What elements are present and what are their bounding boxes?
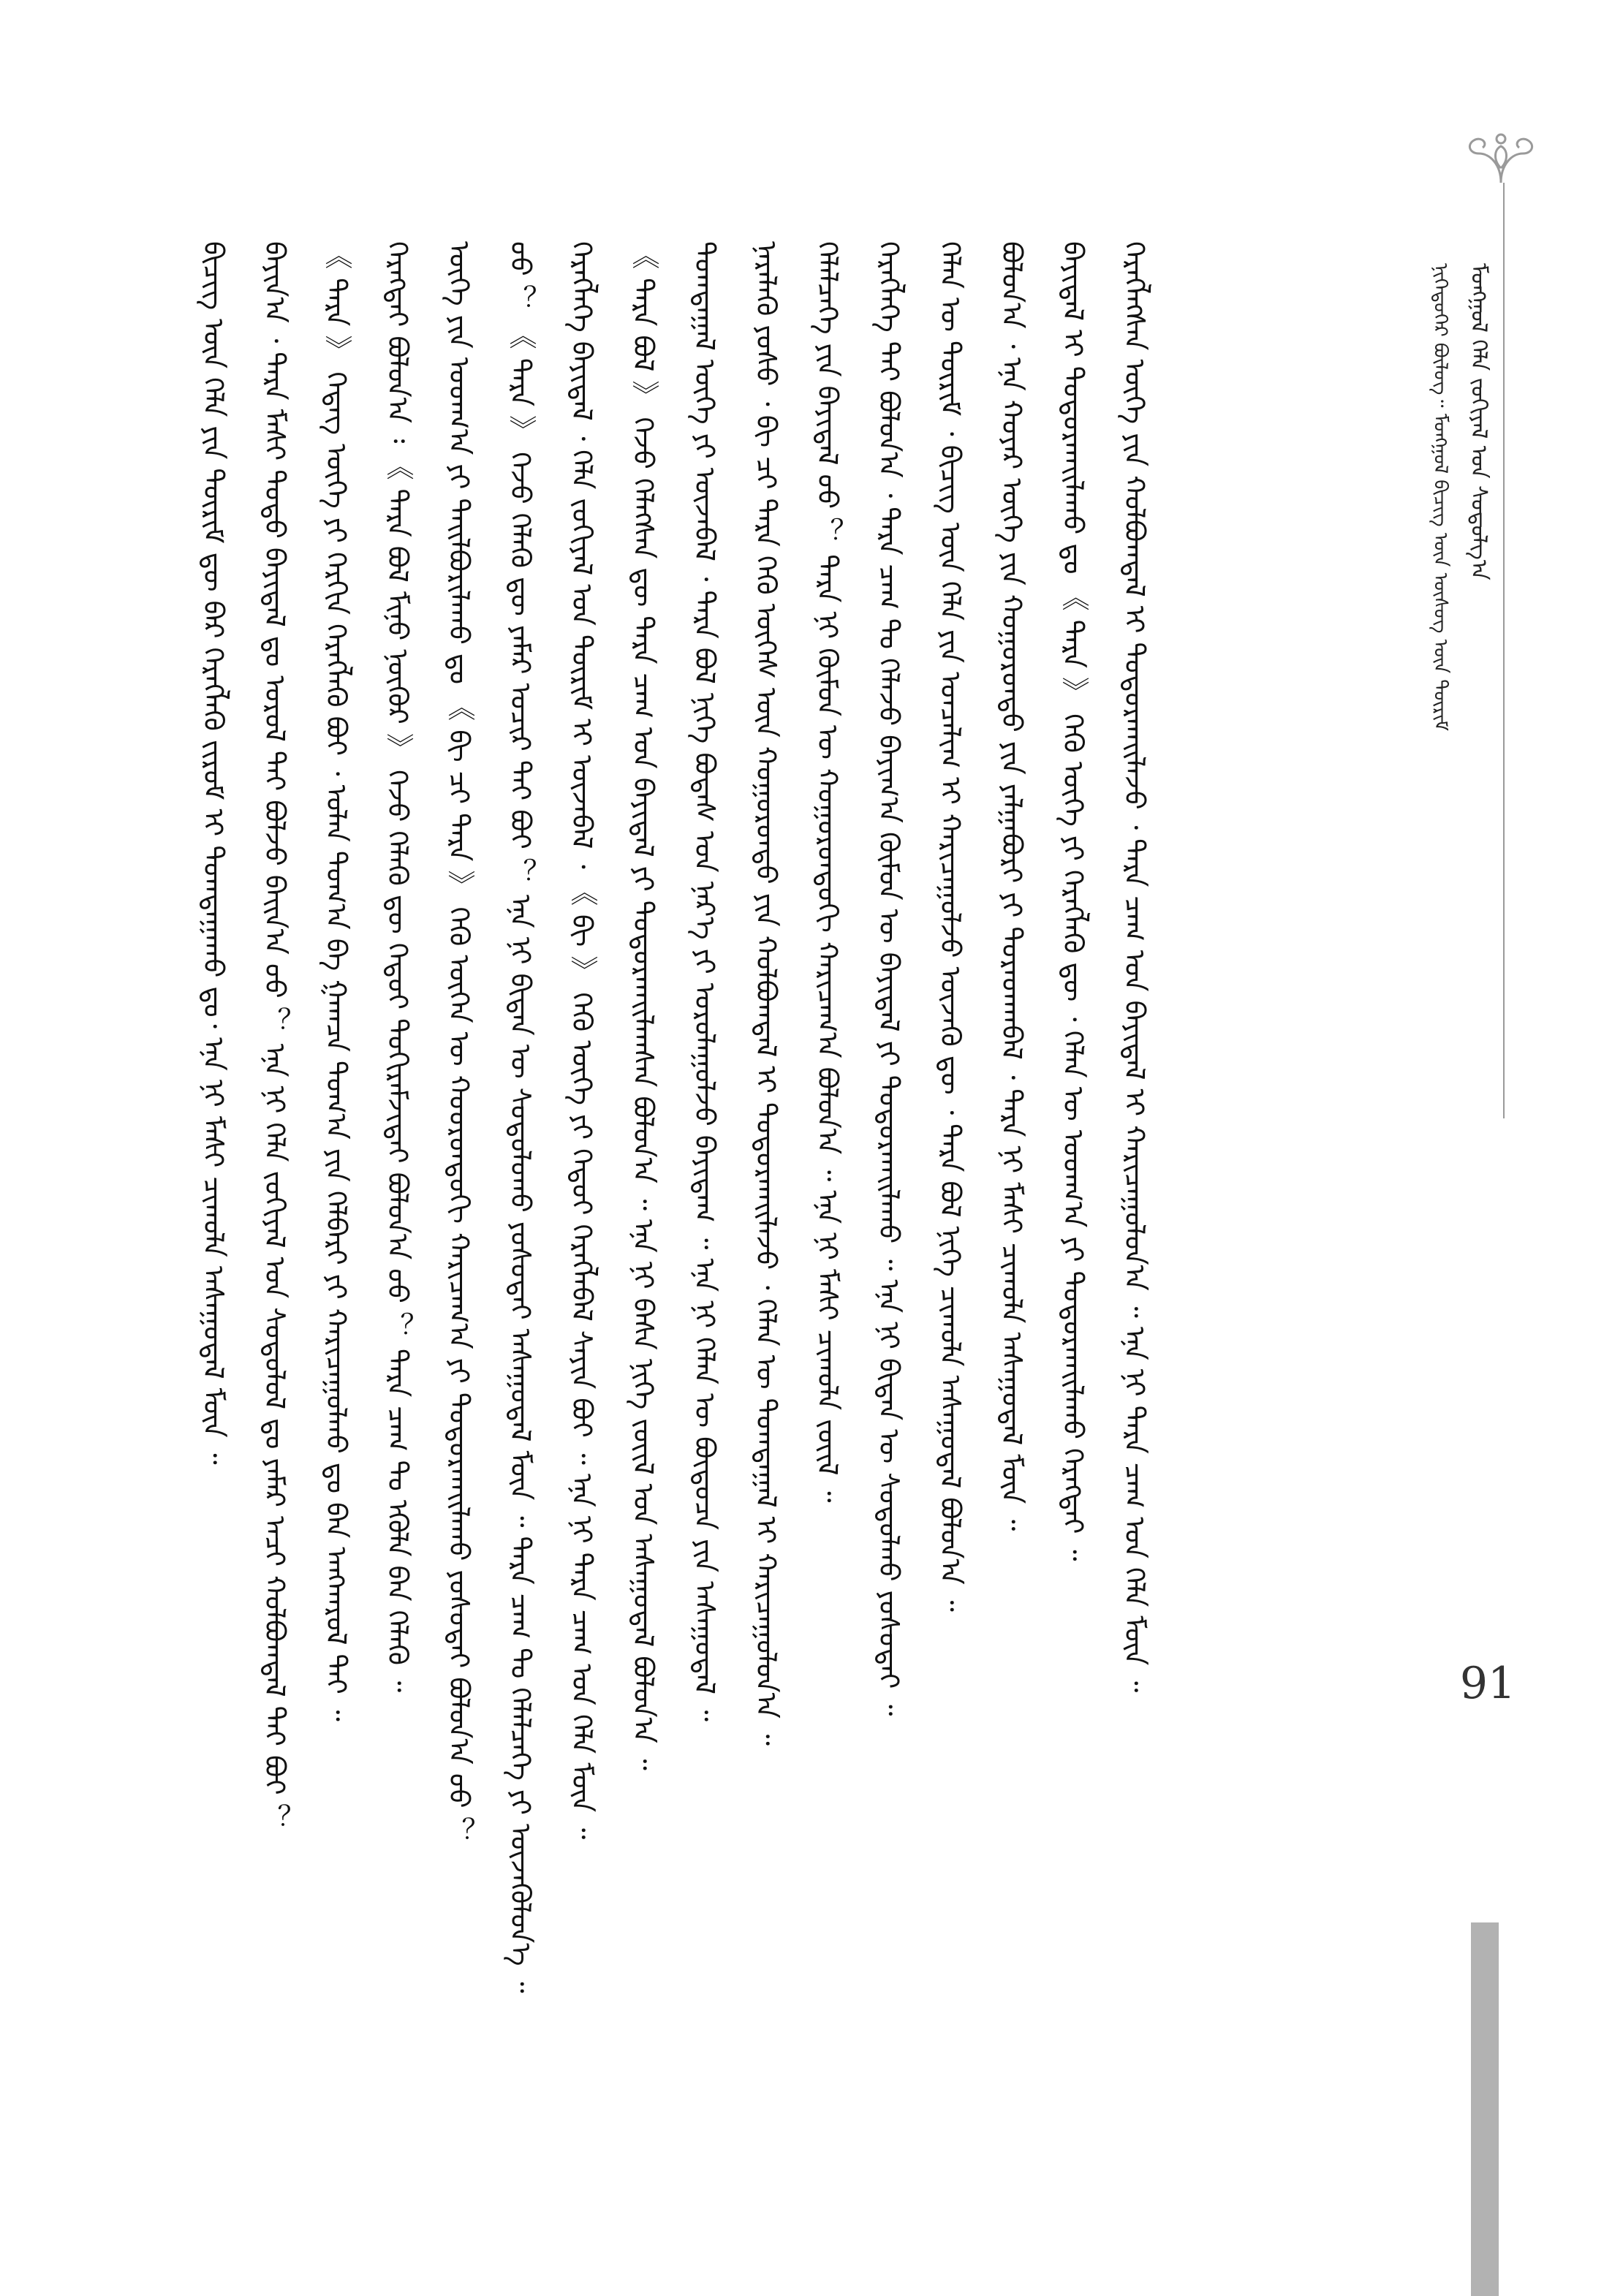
text-line: ᠪᠠᠶᠢᠳᠠᠯ ᠢ ᠲᠣᠳᠣᠷᠬᠠᠢᠯᠠᠬᠤ ᠳᠤ 《 ᠲᠡᠷᠡ 》 ᠭᠡᠬᠦ ᠦᠭᠡ ᠶᠢ ᠬᠡᠷᠡᠭᠯᠡᠬᠦ ᠳᠦ ᠂ ᠬᠡᠯᠡᠨ ᠦ ᠤᠳᠬ᠎ᠠ ᠶᠢ ᠲᠣᠳᠣᠷᠬᠠᠢᠯᠠᠬᠤ ᠬᠡᠷᠡᠭᠲᠡᠢ ᠃	[1057, 241, 1089, 1561]
body-text	[183, 241, 1418, 2186]
text-line: ᠲᠣᠭᠲᠠᠭᠠᠯ ᠦᠭᠡ ᠶᠢ ᠦᠵᠡᠪᠡᠯ ᠂ ᠲᠡᠷᠡ ᠪᠣᠯ ᠨᠢᠭᠡ ᠪᠣᠳᠠᠰ ᠤᠨ ᠨᠡᠷ᠎ᠡ ᠶᠢ ᠣᠷᠣᠯᠠᠭᠤᠯᠵᠤ ᠪᠠᠶᠢᠳᠠᠭ ᠃ ᠡᠨᠡ ᠨᠢ ᠬᠡᠯᠡᠨ ᠦ ᠪᠦᠲᠦᠴᠡ ᠶᠢᠨ ᠠᠰᠠᠭᠤᠳᠠᠯ ᠃	[689, 241, 721, 1721]
running-header-title: ᠮᠣᠩᠭᠣᠯ ᠬᠡᠯᠡ ᠵᠣᠬᠢᠶᠠᠯ ᠤᠨ ᠰᠤᠳᠤᠯᠭ᠎ᠠ	[1466, 263, 1491, 580]
text-line: 《 ᠲᠡᠷᠡ ᠪᠣᠯ 》 ᠬᠡᠵᠦ ᠬᠡᠯᠡᠭᠰᠡᠨ ᠳᠦ ᠲᠡᠷᠡ ᠴᠠᠭ ᠤᠨ ᠪᠠᠶᠢᠳᠠᠯ ᠶᠢ ᠲᠣᠳᠣᠷᠬᠠᠢᠯᠠᠭᠰᠠᠨ ᠪᠣᠯᠤᠨ᠎ᠠ ᠃ ᠡᠨᠡ ᠨᠢ ᠪᠠᠰᠠ ᠨᠢᠭᠡ ᠵᠦᠢᠯ ᠤᠨ ᠠᠰᠠᠭᠤᠳᠠᠯ ᠪᠣᠯᠤᠨ᠎ᠠ ᠃	[627, 241, 659, 1770]
text-line: ᠪᠠᠶᠢᠨ᠎ᠠ ᠂ ᠲᠡᠷᠡ ᠮᠠᠰᠢ ᠲᠣᠳᠣ ᠪᠠᠶᠢᠳᠠᠯ ᠳᠤ ᠣᠷᠣᠯ ᠲᠡᠢ ᠪᠣᠯᠵᠤ ᠪᠠᠢᠨ᠎ᠠ ᠤᠤ ？ ᠡᠨᠡ ᠨᠢ ᠬᠡᠯᠡ ᠵᠣᠬᠢᠶᠠᠯ ᠤᠨ ᠰᠤᠳᠤᠯᠤᠯ ᠳᠤ ᠶᠠᠮᠠᠷ ᠠᠴᠢ ᠬᠣᠯᠪᠣᠭᠳᠠᠯ ᠲᠠᠢ ᠪᠣᠢ ？	[259, 241, 291, 1832]
text-line: ᠬᠡᠷᠡᠭᠯᠡᠭᠰᠡᠨ ᠦᠭᠡ ᠶᠢᠨ ᠬᠣᠯᠪᠣᠭᠳᠠᠯ ᠢ ᠲᠣᠳᠣᠷᠬᠠᠢᠯᠠᠵᠤ ᠂ ᠲᠡᠷᠡ ᠴᠠᠭ ᠤᠨ ᠪᠠᠶᠢᠳᠠᠯ ᠢ ᠬᠠᠷᠢᠴᠠᠭᠤᠯᠤᠨ᠎ᠠ ᠃ ᠡᠨᠡ ᠨᠢ ᠲᠡᠷᠡ ᠴᠠᠭ ᠤᠨ ᠬᠡᠯᠡ ᠮᠥᠨ ᠃	[1119, 241, 1151, 1693]
text-line: ᠨᠡᠷᠡᠯᠡᠬᠦ ᠶᠣᠰᠣ ᠂ ᠪᠢ ᠴᠢ ᠲᠡᠷᠡ ᠭᠡᠬᠦ ᠦᠭᠡᠰ ᠦᠨ ᠬᠣᠭᠣᠷᠣᠨᠳᠣ ᠶᠢᠨ ᠬᠣᠯᠪᠣᠭᠳᠠᠯ ᠢ ᠲᠣᠳᠣᠷᠬᠠᠢᠯᠠᠵᠤ ᠂ ᠬᠡᠯᠡᠨ ᠦ ᠲᠣᠭᠲᠠᠭᠠᠯ ᠢ ᠬᠠᠷᠢᠴᠠᠭᠤᠯᠤᠨ᠎ᠠ ᠃	[750, 241, 782, 1746]
ornament-icon	[1461, 124, 1541, 190]
text-line: ᠬᠡᠯᠡᠨ ᠦ ᠳᠦᠷᠢᠮ ᠂ ᠪᠢᠴᠢᠭ ᠦᠨ ᠬᠡᠯᠡ ᠶᠢᠨ ᠤᠨᠴᠠᠯᠢᠭ ᠢ ᠬᠠᠷᠢᠴᠠᠭᠤᠯᠵᠤ ᠦᠵᠡᠬᠦ ᠳᠦ ᠂ ᠲᠡᠷᠡ ᠪᠣᠯ ᠨᠢᠭᠡ ᠴᠢᠬᠤᠯᠠ ᠠᠰᠠᠭᠤᠳᠠᠯ ᠪᠣᠯᠤᠨ᠎ᠠ ᠃	[934, 241, 966, 1612]
text-line: ᠪᠣᠯᠤᠨ᠎ᠠ ᠂ ᠡᠨᠡ ᠬᠣᠶᠠᠷ ᠦᠭᠡ ᠶᠢᠨ ᠬᠣᠭᠣᠷᠣᠨᠳᠣ ᠶᠢᠨ ᠶᠠᠯᠭᠠᠪᠣᠷᠢ ᠶᠢ ᠳᠤᠷᠠᠳᠬᠠᠪᠠᠯ ᠂ ᠲᠡᠷᠡ ᠨᠢ ᠮᠠᠰᠢ ᠴᠢᠬᠤᠯᠠ ᠠᠰᠠᠭᠤᠳᠠᠯ ᠮᠥᠨ ᠃	[996, 241, 1028, 1531]
text-line: ᠤᠤ ？ 《 ᠲᠡᠷᠡ 》 ᠬᠡᠵᠦ ᠬᠡᠯᠡᠬᠦ ᠳᠦ ᠶᠠᠮᠠᠷ ᠤᠴᠢᠷ ᠲᠠᠢ ᠪᠤᠢ ？ ᠡᠨᠡ ᠨᠢ ᠪᠢᠳᠡᠨ ᠦ ᠰᠤᠳᠤᠯᠤᠬᠤ ᠶᠣᠰᠣᠲᠠᠢ ᠠᠰᠠᠭᠤᠳᠠᠯ ᠮᠥᠨ ᠃ ᠲᠡᠷᠡ ᠴᠠᠭ ᠲᠤ ᠬᠡᠯᠡᠯᠴᠡᠭᠡ ᠶᠢ ᠦᠵᠡᠭᠦᠯᠦᠨ᠎ᠡ ᠃	[504, 241, 537, 1993]
running-header-subtitle: ᠨᠢᠭᠡᠳᠦᠭᠡᠷ ᠪᠦᠯᠦᠭ᠃ ᠮᠣᠩᠭᠣᠯ ᠪᠢᠴᠢᠭ ᠦᠨ ᠦᠰᠦᠭ ᠦᠨ ᠳᠦᠷᠢᠮ	[1429, 263, 1451, 731]
page-number: 91	[1459, 1658, 1516, 1709]
text-line: ᠪᠢᠴᠢᠭ᠌ ᠦᠨ ᠬᠡᠯᠡ ᠶᠢᠨ ᠳᠦᠷᠢᠮ ᠳᠦ ᠪᠠᠷ ᠬᠡᠷᠡᠭᠯᠡᠬᠦ ᠵᠢᠷᠤᠮ ᠢ ᠲᠣᠭᠲᠠᠭᠠᠬᠤ ᠳᠤ᠂ ᠡᠨᠡ ᠨᠢ ᠮᠠᠰᠢ ᠴᠢᠬᠤᠯᠠ ᠠᠰᠠᠭᠤᠳᠠᠯ ᠮᠥᠨ ᠃	[197, 241, 230, 1465]
text-line: ᠬᠡᠷᠡᠭᠯᠡᠭᠡ ᠪᠠᠶᠢᠳᠠᠯ ᠂ ᠬᠡᠯᠡ ᠵᠣᠬᠢᠶᠠᠯ ᠤᠨ ᠳᠦᠷᠢᠮ ᠢ ᠦᠵᠡᠪᠡᠯ ᠂ 《 ᠪᠢ 》 ᠭᠡᠬᠦ ᠦᠭᠡ ᠶᠢ ᠬᠡᠳᠦᠢ ᠬᠡᠷᠡᠭᠯᠡᠪᠡᠯ ᠰᠠᠶᠢᠨ ᠪᠤᠢ ᠃ ᠡᠨᠡ ᠨᠢ ᠲᠡᠷᠡ ᠴᠠᠭ ᠤᠨ ᠬᠡᠯᠡ ᠮᠥᠨ ᠃	[566, 241, 598, 1840]
text-line: ᠦᠭᠡ ᠶᠢᠨ ᠤᠳᠬ᠎ᠠ ᠶᠢ ᠲᠠᠢᠯᠪᠤᠷᠢᠯᠠᠬᠤ ᠳᠤ 《 ᠪᠢ ᠴᠢ ᠲᠡᠷᠡ 》 ᠭᠡᠬᠦ ᠦᠭᠡᠨ ᠦ ᠬᠣᠣᠷᠣᠨᠳᠤᠬᠢ ᠬᠠᠷᠢᠴᠠᠭ᠎ᠠ ᠶᠢ ᠲᠣᠳᠣᠷᠬᠠᠢᠯᠠᠬᠤ ᠶᠣᠰᠣᠲᠠᠢ ᠪᠣᠯᠤᠨ᠎ᠠ ᠤᠤ ？	[443, 241, 475, 1845]
text-line: ᠬᠡᠷᠡᠭᠲᠡᠢ ᠪᠣᠯᠤᠨ᠎ᠠ ᠄ 《 ᠲᠡᠷᠡ ᠪᠣᠯ ᠮᠢᠨᠦ ᠨᠥᠬᠥᠷ 》 ᠬᠡᠵᠦ ᠬᠡᠯᠡᠬᠦ ᠳᠦ ᠬᠡᠳᠦᠢ ᠲᠣᠬᠢᠷᠠᠮᠵᠢᠲᠠᠢ ᠪᠣᠯᠤᠨ᠎ᠠ ᠤᠤ ？ ᠲᠡᠷᠡ ᠴᠠᠭ ᠲᠤ ᠡᠭᠦᠯᠡ ᠪᠠᠨ ᠬᠡᠯᠡᠬᠦ ᠃	[382, 241, 414, 1693]
text-line: ᠬᠡᠷᠡᠭᠯᠡᠭᠡ ᠲᠠᠢ ᠪᠣᠯᠤᠨ᠎ᠠ ᠂ ᠲᠡᠷᠡ ᠴᠠᠭ ᠲᠤ ᠬᠡᠯᠡᠵᠦ ᠪᠠᠶᠢᠭ᠎ᠠ ᠬᠦᠮᠦᠨ ᠦ ᠪᠠᠶᠢᠳᠠᠯ ᠶᠢ ᠲᠣᠳᠣᠷᠬᠠᠢᠯᠠᠬᠤ ᠃ ᠡᠨᠡ ᠨᠢ ᠪᠢᠳᠡᠨ ᠦ ᠰᠤᠳᠤᠯᠬᠤ ᠶᠣᠰᠣᠲᠠᠢ ᠃	[873, 241, 905, 1716]
page-edge-tab	[1471, 1922, 1499, 2296]
text-line: 《 ᠲᠡᠷᠡ 》 ᠬᠡᠳᠡᠭ ᠦᠭᠡ ᠶᠢ ᠬᠡᠷᠬᠢᠨ ᠬᠡᠷᠡᠭᠯᠡᠬᠦ ᠪᠤᠢ ᠂ ᠣᠯᠠᠨ ᠲᠣᠭ᠎ᠠ ᠪᠠ ᠭᠠᠭᠴᠠ ᠲᠣᠭ᠎ᠠ ᠶᠢᠨ ᠬᠡᠯᠪᠡᠷᠢ ᠶᠢ ᠬᠠᠷᠢᠴᠠᠭᠤᠯᠬᠤ ᠳᠤ ᠪᠠᠨ ᠠᠩᠬᠠᠷᠤᠯ ᠲᠠᠢ ᠃	[320, 241, 352, 1721]
header-rule	[1503, 183, 1505, 1118]
text-line: ᠬᠡᠯᠡᠯᠴᠡᠭᠡ ᠶᠢᠨ ᠪᠠᠶᠢᠳᠠᠯ ᠤᠤ ？ ᠲᠡᠷᠡ ᠨᠢ ᠬᠦᠮᠦᠨ ᠦ ᠬᠣᠭᠣᠷᠣᠨᠳᠣᠬᠢ ᠬᠠᠷᠢᠴᠠᠭ᠎ᠠ ᠪᠣᠯᠤᠨ᠎ᠠ ᠃ ᠡᠨᠡ ᠨᠢ ᠮᠠᠰᠢ ᠴᠢᠬᠤᠯᠠ ᠵᠦᠢᠯ ᠃	[812, 241, 844, 1503]
